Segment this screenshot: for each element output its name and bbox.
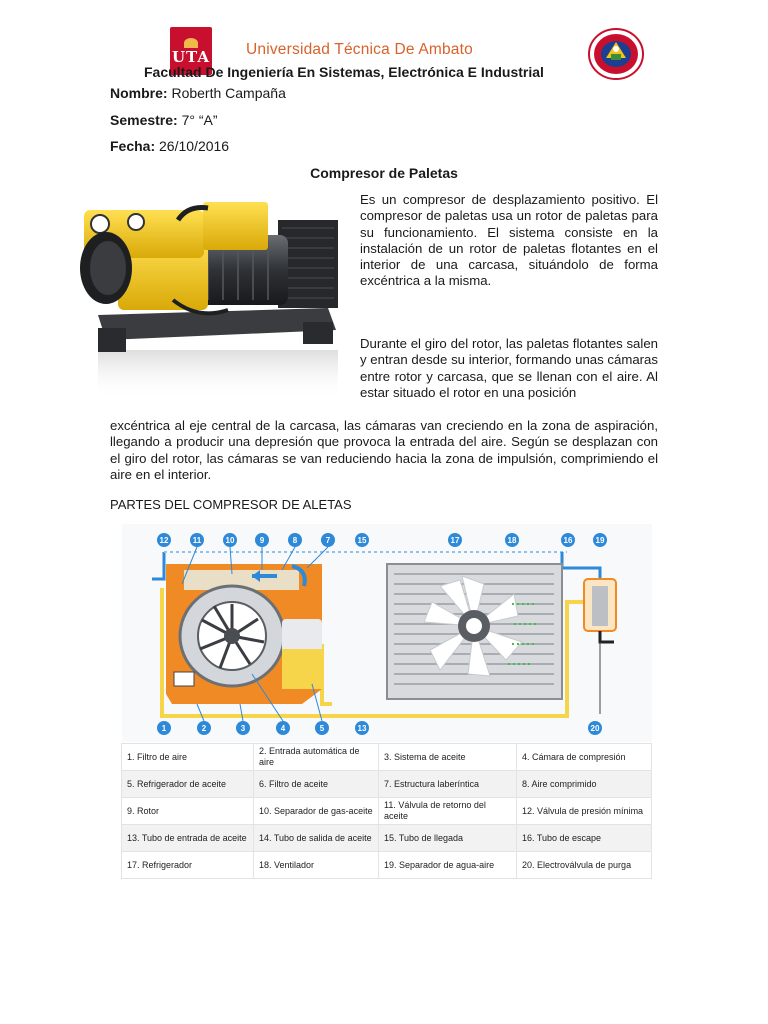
callout-17: 17 bbox=[450, 536, 460, 545]
callout-20: 20 bbox=[590, 724, 600, 733]
table-cell: 16. Tubo de escape bbox=[517, 825, 652, 852]
table-row bbox=[122, 852, 652, 879]
callout-10: 10 bbox=[225, 536, 235, 545]
table-cell: 4. Cámara de compresión bbox=[517, 744, 652, 771]
table-cell: 6. Filtro de aceite bbox=[254, 771, 379, 798]
date-line bbox=[110, 138, 229, 154]
table-row bbox=[122, 771, 652, 798]
name-value: Roberth Campaña bbox=[171, 85, 286, 101]
name-label: Nombre: bbox=[110, 85, 168, 101]
callout-bottom bbox=[157, 721, 602, 735]
paragraph-operation-bottom: excéntrica al eje central de la carcasa, las cámaras van creciendo en la zona de aspiración, llegando a producir una depresión que provoca la entrada del aire. Según se desplazan con el giro del rotor, las cámaras se van reduciendo hacia la zona de impulsión, comprimiendo el aire en el interior. bbox=[110, 418, 658, 482]
table-cell: 15. Tubo de llegada bbox=[379, 825, 517, 852]
paragraph-intro: Es un compresor de desplazamiento positivo. El compresor de paletas usa un rotor de paletas para su funcionamiento. El sistema consiste en la instalación de un rotor de paletas flotantes en el interior de una carcasa, situándolo de forma excéntrica a la misma. bbox=[360, 192, 658, 289]
faculty-seal-icon bbox=[588, 28, 644, 80]
table-cell: 19. Separador de agua-aire bbox=[379, 852, 517, 879]
callout-2: 2 bbox=[201, 724, 207, 733]
table-row bbox=[122, 825, 652, 852]
callout-top bbox=[157, 533, 607, 547]
callout-15: 15 bbox=[357, 536, 367, 545]
table-cell: 1. Filtro de aire bbox=[122, 744, 254, 771]
compressor-diagram bbox=[122, 524, 652, 742]
parts-table bbox=[121, 743, 652, 879]
compressor-photo bbox=[78, 190, 350, 400]
flame-icon bbox=[184, 38, 198, 48]
table-cell: 10. Separador de gas-aceite bbox=[254, 798, 379, 825]
semester-value: 7° “A” bbox=[181, 112, 218, 128]
table-cell: 14. Tubo de salida de aceite bbox=[254, 825, 379, 852]
table-cell: 13. Tubo de entrada de aceite bbox=[122, 825, 254, 852]
callout-16: 16 bbox=[563, 536, 573, 545]
callout-3: 3 bbox=[240, 724, 246, 733]
table-row bbox=[122, 744, 652, 771]
callout-9: 9 bbox=[259, 536, 265, 545]
callout-13: 13 bbox=[357, 724, 367, 733]
callout-4: 4 bbox=[280, 724, 286, 733]
date-label: Fecha: bbox=[110, 138, 156, 154]
callout-11: 11 bbox=[192, 536, 202, 545]
table-cell: 3. Sistema de aceite bbox=[379, 744, 517, 771]
table-cell: 12. Válvula de presión mínima bbox=[517, 798, 652, 825]
semester-line bbox=[110, 112, 218, 128]
university-title: Universidad Técnica De Ambato bbox=[246, 41, 473, 58]
table-cell: 20. Electroválvula de purga bbox=[517, 852, 652, 879]
table-cell: 5. Refrigerador de aceite bbox=[122, 771, 254, 798]
table-row bbox=[122, 798, 652, 825]
table-cell: 8. Aire comprimido bbox=[517, 771, 652, 798]
faculty-title: Facultad De Ingeniería En Sistemas, Electrónica E Industrial bbox=[144, 64, 544, 80]
callout-8: 8 bbox=[292, 536, 298, 545]
parts-heading: PARTES DEL COMPRESOR DE ALETAS bbox=[110, 497, 352, 512]
table-cell: 2. Entrada automática de aire bbox=[254, 744, 379, 771]
callout-1: 1 bbox=[161, 724, 167, 733]
callout-12: 12 bbox=[159, 536, 169, 545]
table-cell: 18. Ventilador bbox=[254, 852, 379, 879]
name-line bbox=[110, 85, 286, 101]
callout-18: 18 bbox=[507, 536, 517, 545]
table-cell: 17. Refrigerador bbox=[122, 852, 254, 879]
date-value: 26/10/2016 bbox=[159, 138, 230, 154]
table-cell: 9. Rotor bbox=[122, 798, 254, 825]
section-title: Compresor de Paletas bbox=[310, 165, 458, 181]
table-cell: 11. Válvula de retorno del aceite bbox=[379, 798, 517, 825]
callout-7: 7 bbox=[325, 536, 331, 545]
semester-label: Semestre: bbox=[110, 112, 178, 128]
callout-19: 19 bbox=[595, 536, 605, 545]
logo-text: UTA bbox=[171, 47, 211, 66]
paragraph-operation-top: Durante el giro del rotor, las paletas flotantes salen y entran desde su interior, formando unas cámaras entre rotor y carcasa, que se llenan con el aire. Al estar situado el rotor en una posición bbox=[360, 336, 658, 400]
callout-5: 5 bbox=[319, 724, 325, 733]
table-cell: 7. Estructura laberíntica bbox=[379, 771, 517, 798]
